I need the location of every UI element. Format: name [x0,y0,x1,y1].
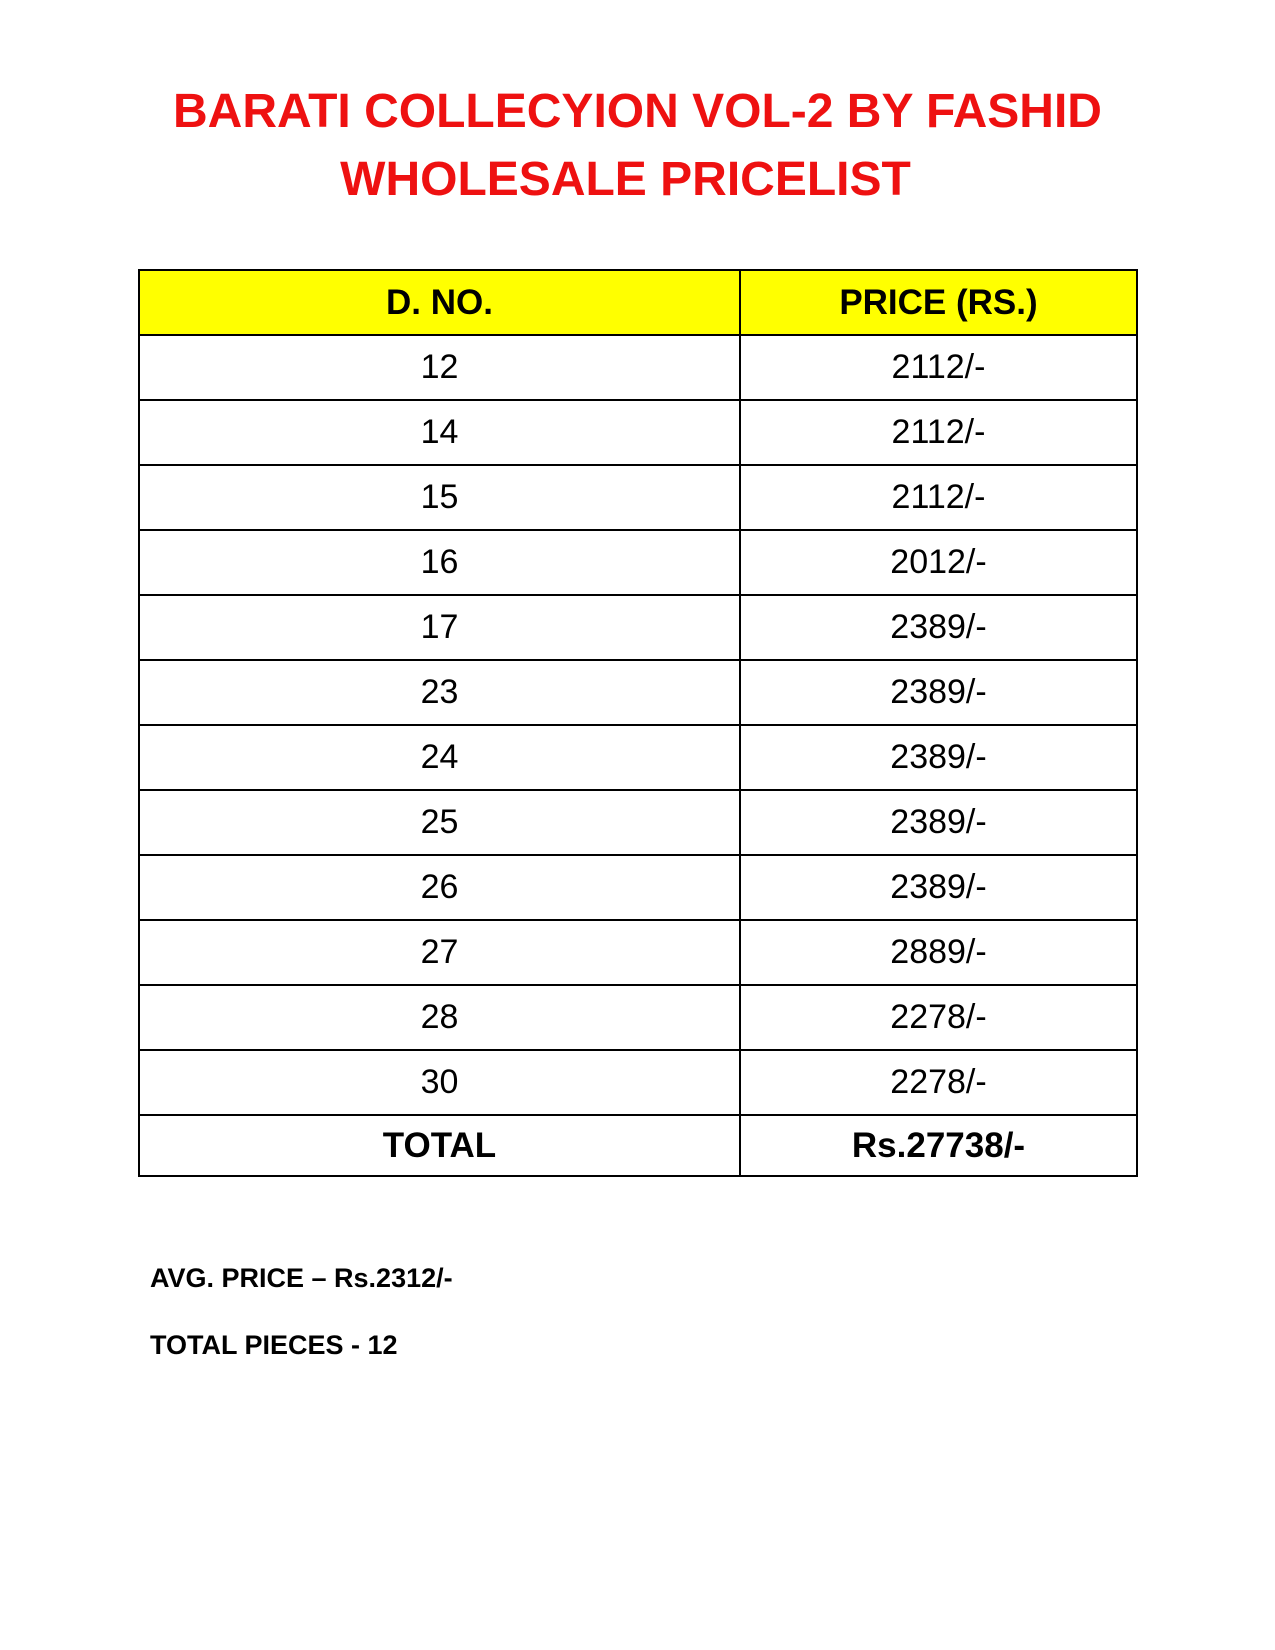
table-body [139,335,1137,1115]
price-cell: 2389/- [740,725,1137,790]
table-row [139,595,1137,660]
table-row [139,725,1137,790]
price-cell: 2012/- [740,530,1137,595]
table-row [139,335,1137,400]
design-number-cell: 30 [139,1050,740,1115]
design-number-cell: 14 [139,400,740,465]
design-number-cell: 24 [139,725,740,790]
design-number-cell: 25 [139,790,740,855]
table-row [139,530,1137,595]
table-row [139,855,1137,920]
table-row [139,660,1137,725]
column-header-design-no: D. NO. [139,270,740,335]
total-value: Rs.27738/- [740,1115,1137,1176]
column-header-price: PRICE (RS.) [740,270,1137,335]
design-number-cell: 26 [139,855,740,920]
price-cell: 2112/- [740,335,1137,400]
price-cell: 2889/- [740,920,1137,985]
design-number-cell: 28 [139,985,740,1050]
price-cell: 2389/- [740,855,1137,920]
table-row [139,920,1137,985]
price-cell: 2278/- [740,1050,1137,1115]
price-cell: 2389/- [740,595,1137,660]
price-table [138,269,1138,1177]
table-row [139,790,1137,855]
price-cell: 2278/- [740,985,1137,1050]
design-number-cell: 17 [139,595,740,660]
page-subtitle: WHOLESALE PRICELIST [340,153,911,206]
table-header-row [139,270,1137,335]
price-cell: 2389/- [740,660,1137,725]
table-row [139,465,1137,530]
price-cell: 2112/- [740,400,1137,465]
design-number-cell: 15 [139,465,740,530]
total-row [139,1115,1137,1176]
design-number-cell: 12 [139,335,740,400]
total-pieces-note: TOTAL PIECES - 12 [150,1330,398,1360]
page-title: BARATI COLLECYION VOL-2 BY FASHID [173,85,1102,138]
design-number-cell: 16 [139,530,740,595]
table-row [139,1050,1137,1115]
average-price-note: AVG. PRICE – Rs.2312/- [150,1263,453,1293]
design-number-cell: 23 [139,660,740,725]
total-label: TOTAL [139,1115,740,1176]
price-cell: 2112/- [740,465,1137,530]
table-row [139,985,1137,1050]
design-number-cell: 27 [139,920,740,985]
table-row [139,400,1137,465]
price-cell: 2389/- [740,790,1137,855]
